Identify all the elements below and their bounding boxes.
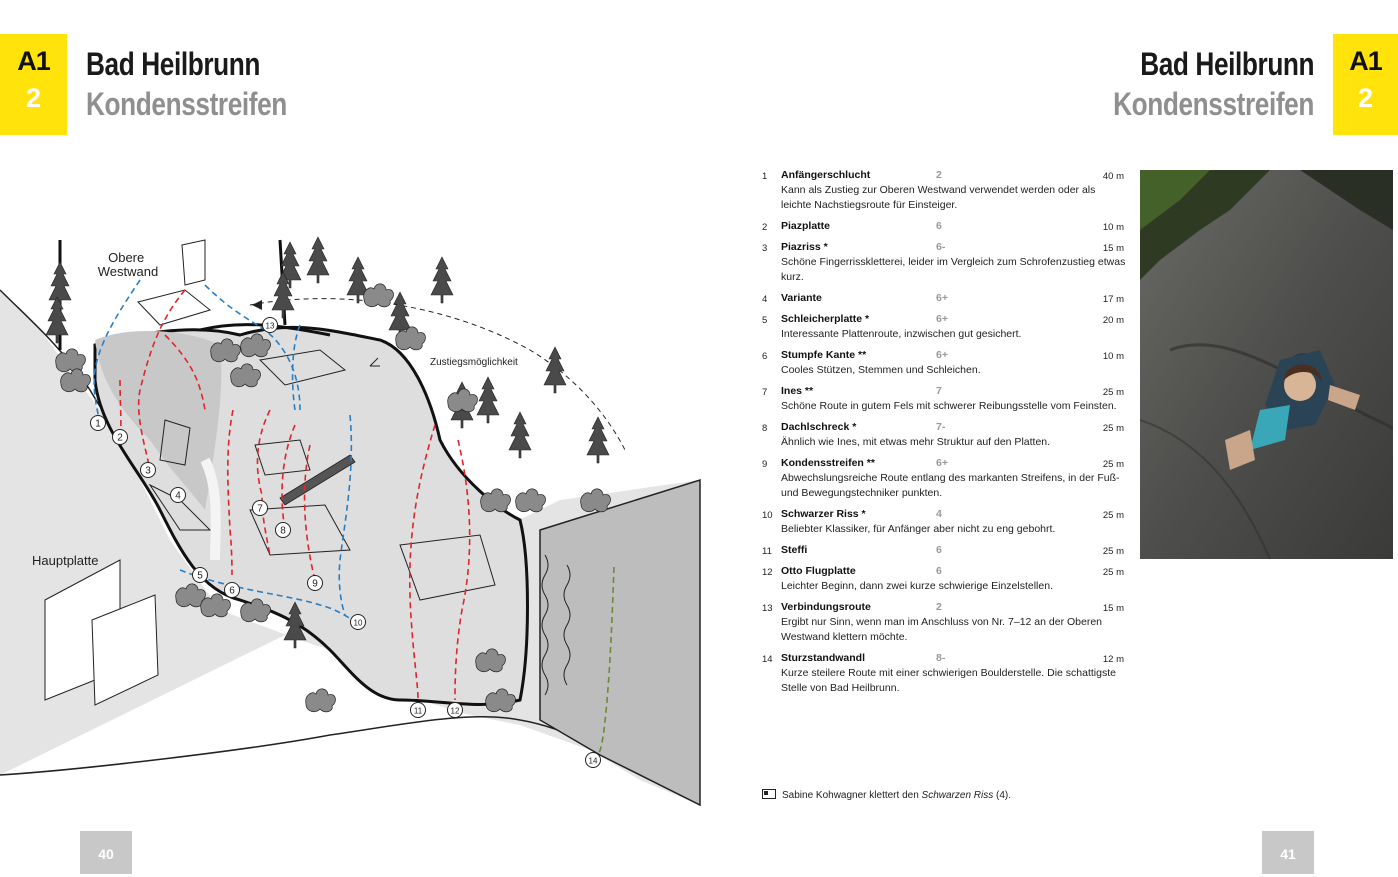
route-number: 9 [762, 459, 768, 470]
route-description: Interessante Plattenroute, inzwischen gut gesichert. [781, 328, 1022, 340]
route-length: 15 m [1102, 603, 1124, 614]
route-number: 4 [762, 294, 768, 305]
route-length: 20 m [1102, 315, 1124, 326]
route-marker [171, 488, 186, 503]
route-name: Verbindungsroute [781, 601, 871, 613]
route-length: 25 m [1102, 423, 1124, 434]
route-number: 10 [762, 510, 773, 521]
route-marker-label: 3 [145, 465, 151, 477]
route-description: Beliebter Klassiker, für Anfänger aber nicht zu eng gebohrt. [781, 523, 1056, 535]
route-row [762, 384, 1126, 414]
label-zustieg: Zustiegsmöglichkeit [430, 357, 518, 368]
route-marker [141, 463, 156, 478]
route-name: Dachlschreck * [781, 421, 857, 433]
route-length: 25 m [1102, 387, 1124, 398]
route-marker [225, 583, 240, 598]
route-description: Kurze steilere Route mit einer schwierigen Boulderstelle. Die schattigste Stelle von Bad Heilbrunn. [781, 667, 1116, 694]
route-grade: 6+ [936, 349, 948, 361]
route-length: 25 m [1102, 567, 1124, 578]
route-description: Kann als Zustieg zur Oberen Westwand verwendet werden oder als leichte Nachstiegsroute für Einsteiger. [781, 184, 1096, 211]
route-marker-label: 14 [588, 756, 598, 766]
route-marker-label: 12 [450, 706, 460, 716]
camera-icon [762, 789, 776, 799]
area-badge-left [0, 34, 67, 135]
route-number: 5 [762, 315, 768, 326]
route-grade: 7- [936, 421, 946, 433]
route-description: Schöne Fingerrisskletterei, leider im Vergleich zum Schrofenzustieg etwas kurz. [781, 256, 1126, 283]
route-description: Abwechslungsreiche Route entlang des markanten Streifens, in der Fuß- und Bewegungstechniker punkten. [781, 472, 1120, 499]
page-title-left: Bad Heilbrunn [86, 46, 260, 82]
route-grade: 4 [936, 508, 942, 520]
route-marker-label: 7 [257, 503, 263, 515]
route-marker-label: 13 [265, 321, 275, 331]
route-row [762, 348, 1126, 378]
route-marker-label: 10 [353, 618, 363, 628]
route-row [762, 543, 1126, 558]
route-grade: 6 [936, 565, 942, 577]
route-grade: 6 [936, 544, 942, 556]
area-code: A1 [17, 46, 50, 76]
route-name: Variante [781, 292, 822, 304]
photo-caption [762, 789, 1011, 801]
route-marker [586, 753, 601, 768]
route-length: 15 m [1102, 243, 1124, 254]
caption-prefix: Sabine Kohwagner klettert den [782, 790, 922, 801]
route-marker [411, 703, 426, 718]
route-row [762, 420, 1126, 450]
route-row [762, 240, 1126, 285]
route-name: Piazriss * [781, 241, 828, 253]
route-marker [253, 501, 268, 516]
route-marker-label: 8 [280, 525, 286, 537]
route-row [762, 291, 1126, 306]
route-length: 25 m [1102, 459, 1124, 470]
route-description: Leichter Beginn, dann zwei kurze schwierige Einzelstellen. [781, 580, 1053, 592]
route-name: Kondensstreifen ** [781, 457, 875, 469]
route-grade: 7 [936, 385, 942, 397]
route-marker-label: 5 [197, 570, 203, 582]
route-marker [351, 615, 366, 630]
area-number: 2 [1357, 83, 1374, 113]
route-row [762, 600, 1126, 645]
route-length: 10 m [1102, 351, 1124, 362]
route-length: 12 m [1102, 654, 1124, 665]
route-description: Ähnlich wie Ines, mit etwas mehr Struktur auf den Platten. [781, 436, 1051, 448]
route-row [762, 168, 1126, 213]
page-subtitle-left: Kondensstreifen [86, 86, 287, 122]
route-name: Schwarzer Riss * [781, 508, 866, 520]
caption-route: Schwarzen Riss [921, 790, 994, 801]
route-marker [448, 703, 463, 718]
climber-photo [1140, 170, 1393, 559]
route-number: 3 [762, 243, 768, 254]
area-number: 2 [25, 83, 42, 113]
route-row [762, 564, 1126, 594]
route-row [762, 507, 1126, 537]
route-list [762, 168, 1126, 702]
route-name: Ines ** [781, 385, 814, 397]
page-number-right: 41 [1262, 831, 1314, 874]
area-code: A1 [1349, 46, 1382, 76]
route-marker [263, 318, 278, 333]
route-length: 17 m [1102, 294, 1124, 305]
route-marker-label: 1 [95, 418, 101, 430]
route-length: 40 m [1102, 171, 1124, 182]
route-length: 10 m [1102, 222, 1124, 233]
route-grade: 6+ [936, 292, 948, 304]
route-grade: 6+ [936, 313, 948, 325]
route-number: 6 [762, 351, 768, 362]
route-name: Piazplatte [781, 220, 831, 232]
route-length: 25 m [1102, 546, 1124, 557]
route-marker-label: 6 [229, 585, 235, 597]
route-marker [91, 416, 106, 431]
route-number: 14 [762, 654, 773, 665]
route-description: Cooles Stützen, Stemmen und Schleichen. [781, 364, 981, 376]
route-length: 25 m [1102, 510, 1124, 521]
route-marker-label: 11 [413, 706, 423, 716]
route-marker-label: 2 [117, 432, 123, 444]
route-name: Otto Flugplatte [781, 565, 856, 577]
route-number: 13 [762, 603, 773, 614]
route-grade: 6- [936, 241, 946, 253]
label-hauptplatte: Hauptplatte [32, 553, 99, 568]
route-grade: 6 [936, 220, 942, 232]
route-grade: 2 [936, 601, 942, 613]
label-obere-westwand-l2: Westwand [97, 264, 159, 279]
route-description: Schöne Route in gutem Fels mit schwerer Reibungsstelle vom Feinsten. [781, 400, 1117, 412]
route-marker-label: 4 [175, 490, 181, 502]
route-row [762, 312, 1126, 342]
caption-suffix: (4). [993, 790, 1012, 801]
route-row [762, 219, 1126, 234]
route-name: Anfängerschlucht [781, 169, 871, 181]
area-badge-right [1333, 34, 1398, 135]
route-number: 8 [762, 423, 768, 434]
route-number: 1 [762, 171, 768, 182]
route-name: Sturzstandwandl [781, 652, 866, 664]
route-grade: 8- [936, 652, 946, 664]
route-row [762, 456, 1126, 501]
route-number: 7 [762, 387, 768, 398]
route-description: Ergibt nur Sinn, wenn man im Anschluss von Nr. 7–12 an der Oberen Westwand klettern möchte. [781, 616, 1103, 643]
route-marker [113, 430, 128, 445]
page-subtitle-right: Kondensstreifen [1113, 86, 1314, 122]
route-marker-label: 9 [312, 578, 318, 590]
route-marker [276, 523, 291, 538]
route-name: Steffi [781, 544, 808, 556]
route-row [762, 651, 1126, 696]
topo-map [0, 230, 705, 810]
route-name: Stumpfe Kante ** [781, 349, 867, 361]
route-number: 12 [762, 567, 773, 578]
route-grade: 6+ [936, 457, 948, 469]
route-number: 2 [762, 222, 768, 233]
route-grade: 2 [936, 169, 942, 181]
page-number-left: 40 [80, 831, 132, 874]
label-obere-westwand-l1: Obere [108, 250, 145, 265]
route-number: 11 [762, 546, 772, 557]
route-marker [193, 568, 208, 583]
route-marker [308, 576, 323, 591]
route-name: Schleicherplatte * [781, 313, 870, 325]
page-title-right: Bad Heilbrunn [1140, 46, 1314, 82]
